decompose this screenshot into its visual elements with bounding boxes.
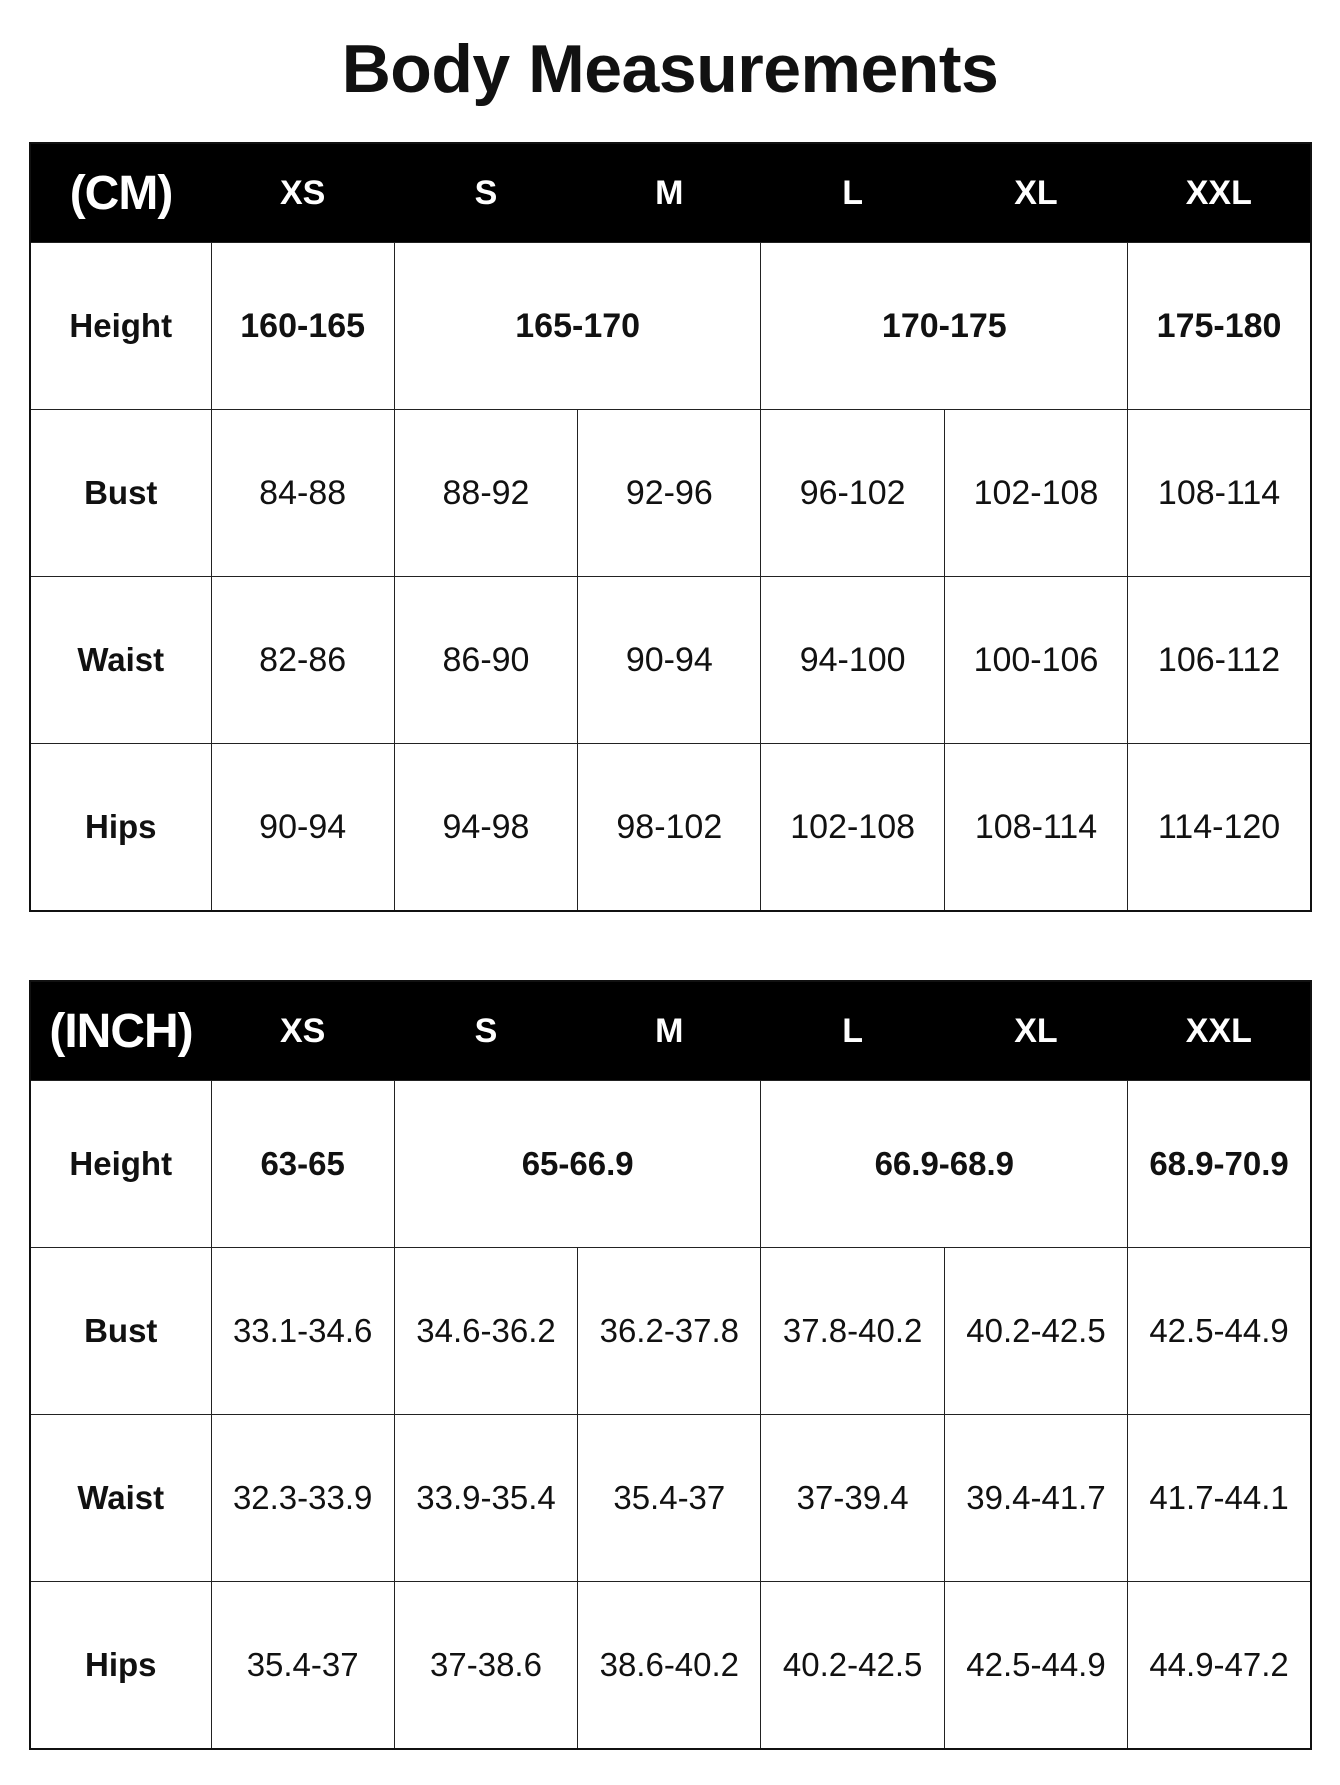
size-header-s: S [394, 143, 577, 243]
height-row [30, 1081, 1311, 1248]
hips-row [30, 744, 1311, 912]
size-header-xs: XS [211, 981, 394, 1081]
height-xxl: 68.9-70.9 [1128, 1081, 1311, 1248]
bust-xs: 84-88 [211, 410, 394, 577]
row-label-height: Height [30, 1081, 211, 1248]
size-header-xxl: XXL [1128, 981, 1311, 1081]
row-label-bust: Bust [30, 410, 211, 577]
hips-xl: 42.5-44.9 [944, 1582, 1127, 1750]
waist-s: 33.9-35.4 [394, 1415, 577, 1582]
row-label-waist: Waist [30, 577, 211, 744]
header-row [30, 981, 1311, 1081]
unit-label: (CM) [30, 143, 211, 243]
size-header-s: S [394, 981, 577, 1081]
hips-m: 38.6-40.2 [578, 1582, 761, 1750]
bust-s: 34.6-36.2 [394, 1248, 577, 1415]
row-label-waist: Waist [30, 1415, 211, 1582]
waist-m: 90-94 [578, 577, 761, 744]
bust-xxl: 42.5-44.9 [1128, 1248, 1311, 1415]
cm-size-table [29, 142, 1312, 912]
waist-xl: 100-106 [944, 577, 1127, 744]
bust-m: 92-96 [578, 410, 761, 577]
hips-xxl: 44.9-47.2 [1128, 1582, 1311, 1750]
hips-m: 98-102 [578, 744, 761, 912]
height-s-m: 165-170 [394, 243, 761, 410]
hips-l: 102-108 [761, 744, 944, 912]
size-header-m: M [578, 143, 761, 243]
hips-l: 40.2-42.5 [761, 1582, 944, 1750]
waist-l: 94-100 [761, 577, 944, 744]
bust-xs: 33.1-34.6 [211, 1248, 394, 1415]
size-header-l: L [761, 981, 944, 1081]
bust-m: 36.2-37.8 [578, 1248, 761, 1415]
page-title: Body Measurements [341, 31, 999, 107]
bust-l: 96-102 [761, 410, 944, 577]
height-s-m: 65-66.9 [394, 1081, 761, 1248]
height-xxl: 175-180 [1128, 243, 1311, 410]
size-header-l: L [761, 143, 944, 243]
size-header-xs: XS [211, 143, 394, 243]
unit-label: (INCH) [30, 981, 211, 1081]
hips-xs: 35.4-37 [211, 1582, 394, 1750]
waist-xxl: 106-112 [1128, 577, 1311, 744]
height-xs: 160-165 [211, 243, 394, 410]
waist-row [30, 577, 1311, 744]
bust-s: 88-92 [394, 410, 577, 577]
size-header-xl: XL [944, 143, 1127, 243]
row-label-bust: Bust [30, 1248, 211, 1415]
row-label-hips: Hips [30, 1582, 211, 1750]
hips-s: 37-38.6 [394, 1582, 577, 1750]
bust-xl: 102-108 [944, 410, 1127, 577]
height-l-xl: 66.9-68.9 [761, 1081, 1128, 1248]
waist-s: 86-90 [394, 577, 577, 744]
waist-xs: 82-86 [211, 577, 394, 744]
bust-l: 37.8-40.2 [761, 1248, 944, 1415]
bust-row [30, 1248, 1311, 1415]
row-label-height: Height [30, 243, 211, 410]
hips-s: 94-98 [394, 744, 577, 912]
waist-xs: 32.3-33.9 [211, 1415, 394, 1582]
size-header-xxl: XXL [1128, 143, 1311, 243]
inch-size-table [29, 980, 1312, 1750]
hips-xl: 108-114 [944, 744, 1127, 912]
height-l-xl: 170-175 [761, 243, 1128, 410]
size-header-m: M [578, 981, 761, 1081]
waist-l: 37-39.4 [761, 1415, 944, 1582]
waist-xxl: 41.7-44.1 [1128, 1415, 1311, 1582]
bust-xxl: 108-114 [1128, 410, 1311, 577]
height-xs: 63-65 [211, 1081, 394, 1248]
height-row [30, 243, 1311, 410]
waist-row [30, 1415, 1311, 1582]
header-row [30, 143, 1311, 243]
bust-xl: 40.2-42.5 [944, 1248, 1127, 1415]
hips-xxl: 114-120 [1128, 744, 1311, 912]
size-header-xl: XL [944, 981, 1127, 1081]
row-label-hips: Hips [30, 744, 211, 912]
hips-xs: 90-94 [211, 744, 394, 912]
waist-m: 35.4-37 [578, 1415, 761, 1582]
bust-row [30, 410, 1311, 577]
hips-row [30, 1582, 1311, 1750]
waist-xl: 39.4-41.7 [944, 1415, 1127, 1582]
